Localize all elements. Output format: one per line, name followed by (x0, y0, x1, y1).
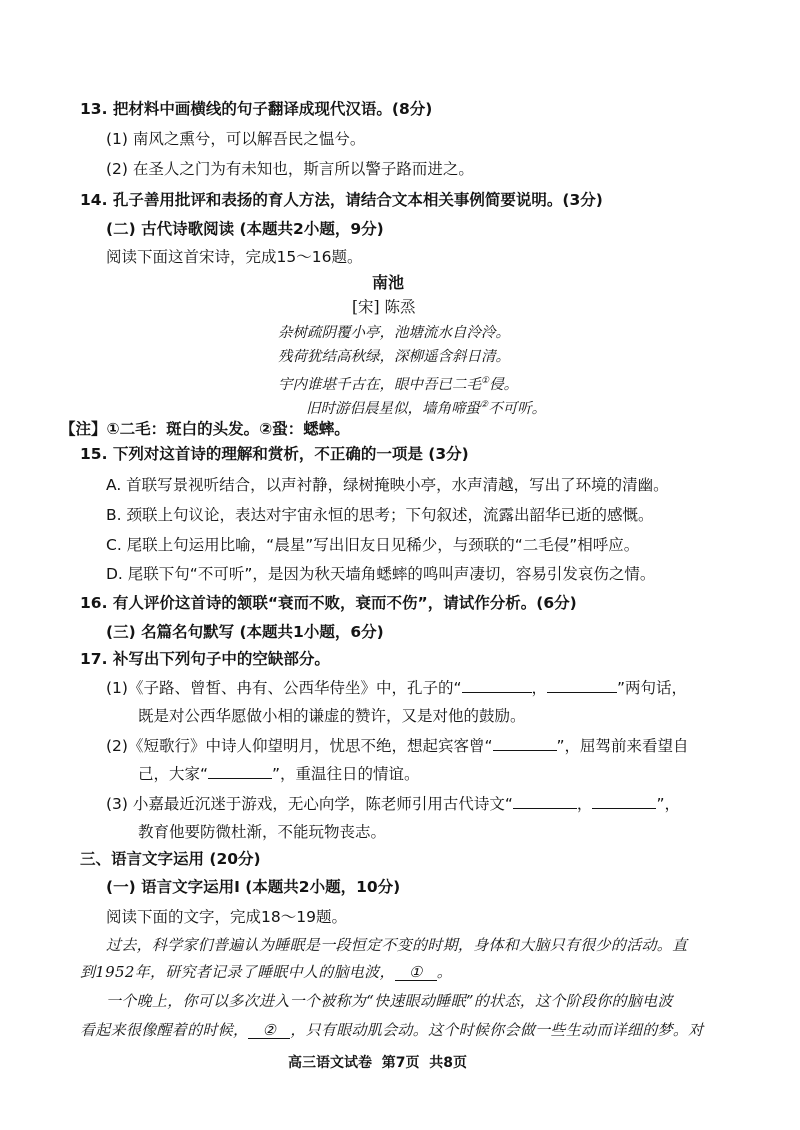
passage-text: ，只有眼动肌会动。这个时候你会做一些生动而详细的梦。对 (290, 1021, 704, 1039)
q17-item-3 (106, 793, 680, 815)
q13-sentence-1: (1) 南风之熏兮，可以解吾民之愠兮。 (106, 130, 366, 148)
poem-line-3 (278, 370, 518, 396)
period: 。 (436, 963, 453, 981)
q17-item-2-text: (2)《短歌行》中诗人仰望明月，忧思不绝，想起宾客曾“ (106, 737, 493, 755)
poem-line-3-end: 侵。 (489, 376, 519, 393)
poem-note-mark-2: ② (480, 400, 489, 410)
comma: ， (531, 679, 548, 697)
fill-blank[interactable] (592, 793, 656, 809)
q15-option-a: A. 首联写景视听结合，以声衬静，绿树掩映小亭，水声清越，写出了环境的清幽。 (106, 476, 669, 494)
poem-line-4-text: 旧时游侣晨星似，墙角啼蛩 (306, 400, 480, 417)
passage-line-4 (80, 1019, 703, 1041)
q17-stem: 17. 补写出下列句子中的空缺部分。 (80, 650, 330, 668)
q15-option-d: D. 尾联下句“不可听”，是因为秋天墙角蟋蟀的鸣叫声凄切，容易引发哀伤之情。 (106, 565, 656, 583)
poem-note: 【注】①二毛：斑白的头发。②蛩：蟋蟀。 (60, 420, 350, 438)
q17-item-2-cont (138, 763, 420, 785)
passage-line-2 (80, 961, 452, 983)
q17-item-1-cont: 既是对公西华愿做小相的谦虚的赞许，又是对他的鼓励。 (138, 707, 526, 725)
poem-note-mark-1: ① (481, 376, 490, 386)
q15-option-c: C. 尾联上句运用比喻，“晨星”写出旧友日见稀少，与颈联的“二毛侵”相呼应。 (106, 536, 640, 554)
passage-text: 到1952年，研究者记录了睡眠中人的脑电波， (80, 963, 395, 981)
fill-blank[interactable] (208, 763, 272, 779)
q17-item-1-tail: ”两句话， (617, 679, 688, 697)
q15-option-b: B. 颈联上句议论，表达对宇宙永恒的思考；下句叙述，流露出韶华已逝的感慨。 (106, 506, 654, 524)
poem-line-2: 残荷犹结高秋绿，深柳遥含斜日清。 (278, 349, 510, 365)
q13-stem: 13. 把材料中画横线的句子翻译成现代汉语。(8分) (80, 100, 433, 118)
q17-item-1-text: (1)《子路、曾皙、冉有、公西华侍坐》中，孔子的“ (106, 679, 462, 697)
q17-item-1 (106, 677, 687, 699)
fill-blank[interactable] (547, 677, 617, 693)
passage-line-3: 一个晚上，你可以多次进入一个被称为“快速眼动睡眠”的状态，这个阶段你的脑电波 (106, 992, 673, 1010)
poem-line-3-text: 宇内谁堪千古在，眼中吾已二毛 (278, 376, 481, 393)
comma: ， (576, 795, 593, 813)
poem-author: [宋] 陈烝 (352, 298, 416, 316)
page-footer: 高三语文试卷 第7页 共8页 (288, 1055, 467, 1071)
q16-stem: 16. 有人评价这首诗的颔联“衰而不败，衰而不伤”，请试作分析。(6分) (80, 594, 577, 612)
passage-text: 看起来很像醒着的时候， (80, 1021, 249, 1039)
poem-title: 南池 (372, 273, 405, 292)
part-3-sub-heading: (一) 语言文字运用Ⅰ (本题共2小题，10分) (106, 878, 401, 896)
q17-item-2-tail: ”，屈驾前来看望自 (556, 737, 689, 755)
blank-1: ① (395, 964, 437, 981)
q14-stem: 14. 孔子善用批评和表扬的育人方法，请结合文本相关事例简要说明。(3分) (80, 191, 603, 209)
q13-sentence-2: (2) 在圣人之门为有未知也，斯言所以警子路而进之。 (106, 160, 474, 178)
section-2-intro: 阅读下面这首宋诗，完成15～16题。 (106, 248, 363, 266)
part-3-heading: 三、语言文字运用 (20分) (80, 850, 261, 868)
q17-item-3-text: (3) 小嘉最近沉迷于游戏，无心向学，陈老师引用古代诗文“ (106, 795, 513, 813)
poem-line-1: 杂树疏阴覆小亭，池塘流水自泠泠。 (278, 325, 510, 341)
section-2-heading: (二) 古代诗歌阅读 (本题共2小题，9分) (106, 220, 384, 238)
q17-item-3-cont: 教育他要防微杜渐，不能玩物丧志。 (138, 823, 387, 841)
poem-line-4 (306, 394, 546, 420)
fill-blank[interactable] (493, 735, 557, 751)
part-3-intro: 阅读下面的文字，完成18～19题。 (106, 908, 347, 926)
section-3-heading: (三) 名篇名句默写 (本题共1小题，6分) (106, 623, 384, 641)
q17-item-2-cont-tail: ”，重温往日的情谊。 (272, 765, 420, 783)
blank-2: ② (248, 1022, 290, 1039)
poem-line-4-end: 不可听。 (488, 400, 547, 417)
fill-blank[interactable] (513, 793, 577, 809)
passage-line-1: 过去，科学家们普遍认为睡眠是一段恒定不变的时期，身体和大脑只有很少的活动。直 (106, 936, 688, 954)
fill-blank[interactable] (462, 677, 532, 693)
q17-item-2-cont-text: 己，大家“ (138, 765, 209, 783)
q17-item-3-tail: ”， (656, 795, 680, 813)
q15-stem: 15. 下列对这首诗的理解和赏析，不正确的一项是 (3分) (80, 445, 469, 463)
q17-item-2 (106, 735, 689, 757)
